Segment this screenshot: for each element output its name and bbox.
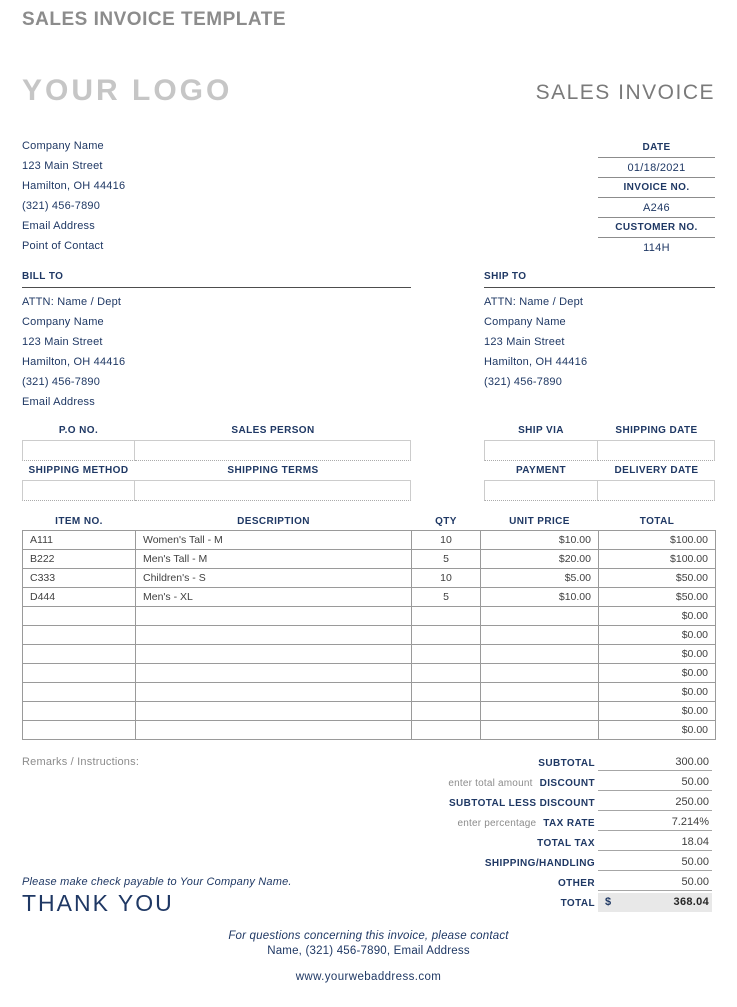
ship-via-field[interactable] [484,440,598,461]
totals-section [22,752,715,912]
bill-to-street: 123 Main Street [22,336,103,348]
total-cell: $50.00 [599,569,716,588]
table-row [23,550,716,569]
items-header-row [23,512,716,531]
table-row [23,569,716,588]
company-info [22,136,342,256]
unit-price-cell[interactable] [481,702,599,721]
invoice-no-value-row [598,198,715,218]
tax-rate-row [22,812,715,832]
website-link[interactable]: www.yourwebaddress.com [295,971,442,983]
total-cell: $0.00 [599,607,716,626]
payment-field[interactable] [484,480,598,501]
field-group-right-2 [484,480,715,501]
unit-price-cell: $10.00 [481,531,599,550]
description-cell: Men's Tall - M [136,550,412,569]
logo-placeholder: YOUR LOGO [22,74,233,107]
unit-price-cell: $10.00 [481,588,599,607]
ship-to-lines [484,292,715,392]
total-cell: $50.00 [599,588,716,607]
description-cell[interactable] [136,683,412,702]
remarks-label: Remarks / Instructions: [22,756,140,768]
date-label-row [598,138,715,158]
date-label: DATE [642,142,671,153]
unit-price-cell[interactable] [481,664,599,683]
po-no-label: P.O NO. [58,425,99,436]
subtotal-less-discount-label-wrap [22,793,595,811]
table-row [23,626,716,645]
field-group-right-1 [484,440,715,461]
unit-price-cell[interactable] [481,683,599,702]
qty-cell[interactable] [412,664,481,683]
company-city: Hamilton, OH 44416 [22,180,126,192]
footer-contact-line1: For questions concerning this invoice, please contact [228,930,509,942]
shipping-handling-value[interactable]: 50.00 [598,853,712,871]
qty-cell[interactable] [412,702,481,721]
shipping-terms-field[interactable] [135,480,411,501]
delivery-date-field[interactable] [598,480,715,501]
ship-to-heading: SHIP TO [484,271,715,288]
total-cell: $0.00 [599,645,716,664]
ship-to-city: Hamilton, OH 44416 [484,356,588,368]
subtotal-row [22,752,715,772]
qty-cell: 5 [412,550,481,569]
total-cell: $0.00 [599,664,716,683]
customer-no-label: CUSTOMER NO. [615,222,698,233]
delivery-date-label: DELIVERY DATE [614,465,699,476]
qty-cell[interactable] [412,721,481,740]
ship-to-section [484,271,715,392]
total-cell: $0.00 [599,683,716,702]
customer-no-label-row [598,218,715,238]
invoice-meta [598,138,715,257]
item-no-cell[interactable] [23,645,136,664]
thank-you-text: THANK YOU [22,890,174,916]
bill-to-phone: (321) 456-7890 [22,376,101,388]
bill-to-company: Company Name [22,316,104,328]
item-no-cell[interactable] [23,607,136,626]
date-value: 01/18/2021 [627,161,686,174]
bill-to-lines [22,292,411,412]
item-no-cell[interactable] [23,721,136,740]
bill-to-heading: BILL TO [22,271,411,288]
tax-rate-value[interactable]: 7.214% [598,813,712,831]
total-tax-label: TOTAL TAX [537,838,595,849]
payment-label: PAYMENT [515,465,567,476]
unit-price-cell[interactable] [481,626,599,645]
shipping-handling-label-wrap [22,853,595,871]
qty-cell: 10 [412,569,481,588]
item-no-cell[interactable] [23,626,136,645]
total-tax-value: 18.04 [598,833,712,851]
sales-person-label: SALES PERSON [231,425,315,436]
subtotal-value: 300.00 [598,753,712,771]
description-column-header: DESCRIPTION [237,515,310,527]
shipping-terms-label: SHIPPING TERMS [227,465,319,476]
table-row [23,702,716,721]
subtotal-less-discount-row [22,792,715,812]
subtotal-label-wrap [22,753,595,771]
subtotal-label: SUBTOTAL [538,758,595,769]
company-name: Company Name [22,140,104,152]
page-title: SALES INVOICE TEMPLATE [22,9,287,30]
discount-hint: enter total amount [448,778,533,789]
table-row [23,683,716,702]
table-row [23,588,716,607]
description-cell[interactable] [136,645,412,664]
shipping-date-field[interactable] [598,440,715,461]
sales-person-field[interactable] [135,440,411,461]
ship-to-company: Company Name [484,316,566,328]
company-street: 123 Main Street [22,160,103,172]
total-cell: $100.00 [599,531,716,550]
field-group-left-2 [22,480,411,501]
invoice-no-label-row [598,178,715,198]
po-no-field[interactable] [22,440,135,461]
currency-symbol: $ [605,896,612,908]
total-column-header: TOTAL [639,515,675,527]
unit-price-column-header: UNIT PRICE [509,515,570,527]
unit-price-cell[interactable] [481,645,599,664]
customer-no-value-row [598,238,715,257]
tax-rate-hint: enter percentage [457,818,537,829]
item-no-cell[interactable] [23,664,136,683]
document-title: SALES INVOICE [535,81,715,104]
total-cell: $100.00 [599,550,716,569]
ship-to-attn: ATTN: Name / Dept [484,296,584,308]
bill-to-email: Email Address [22,396,95,408]
table-row [23,664,716,683]
discount-row [22,772,715,792]
item-no-column-header: ITEM NO. [55,515,103,527]
shipping-method-label: SHIPPING METHOD [28,465,129,476]
customer-no-value: 114H [643,241,670,254]
qty-cell: 10 [412,531,481,550]
table-row [23,721,716,740]
unit-price-cell: $5.00 [481,569,599,588]
qty-cell[interactable] [412,683,481,702]
invoice-no-label: INVOICE NO. [623,182,690,193]
bill-to-section [22,271,411,412]
table-row [23,607,716,626]
item-no-cell: A111 [23,531,136,550]
item-no-cell[interactable] [23,683,136,702]
company-phone: (321) 456-7890 [22,200,101,212]
footer-contact-line2: Name, (321) 456-7890, Email Address [267,945,470,957]
total-cell: $0.00 [599,721,716,740]
discount-label-wrap [22,773,595,791]
check-payable-note: Please make check payable to Your Company Name. [22,876,292,888]
qty-cell: 5 [412,588,481,607]
description-cell[interactable] [136,626,412,645]
description-cell[interactable] [136,721,412,740]
bill-to-attn: ATTN: Name / Dept [22,296,122,308]
bill-to-city: Hamilton, OH 44416 [22,356,126,368]
items-table [22,512,716,740]
date-value-row [598,158,715,178]
grand-total-label: TOTAL [560,898,595,909]
shipping-method-field[interactable] [22,480,135,501]
ship-to-phone: (321) 456-7890 [484,376,563,388]
table-row [23,531,716,550]
description-cell[interactable] [136,702,412,721]
field-group-left-1 [22,440,411,461]
grand-total-box [598,893,712,912]
shipping-handling-row [22,852,715,872]
unit-price-cell[interactable] [481,607,599,626]
company-contact: Point of Contact [22,240,104,252]
qty-column-header: QTY [435,515,457,527]
subtotal-less-discount-label: SUBTOTAL LESS DISCOUNT [448,798,595,809]
discount-value[interactable]: 50.00 [598,773,712,791]
total-tax-row [22,832,715,852]
qty-cell[interactable] [412,626,481,645]
discount-label: DISCOUNT [539,778,595,789]
table-row [23,645,716,664]
qty-cell[interactable] [412,607,481,626]
description-cell[interactable] [136,607,412,626]
invoice-no-value: A246 [643,201,670,214]
description-cell[interactable] [136,664,412,683]
total-tax-label-wrap [22,833,595,851]
ship-via-label: SHIP VIA [518,425,564,436]
item-no-cell: D444 [23,588,136,607]
total-cell: $0.00 [599,626,716,645]
subtotal-less-discount-value: 250.00 [598,793,712,811]
company-email: Email Address [22,220,95,232]
unit-price-cell: $20.00 [481,550,599,569]
tax-rate-label-wrap [22,813,595,831]
item-no-cell: C333 [23,569,136,588]
unit-price-cell[interactable] [481,721,599,740]
item-no-cell[interactable] [23,702,136,721]
qty-cell[interactable] [412,645,481,664]
description-cell: Women's Tall - M [136,531,412,550]
shipping-handling-label: SHIPPING/HANDLING [484,858,595,869]
other-value[interactable]: 50.00 [598,873,712,891]
ship-to-street: 123 Main Street [484,336,565,348]
total-cell: $0.00 [599,702,716,721]
tax-rate-label: TAX RATE [543,818,595,829]
grand-total-value: 368.04 [673,896,709,908]
description-cell: Men's - XL [136,588,412,607]
other-label: OTHER [558,878,595,889]
footer [0,930,737,983]
description-cell: Children's - S [136,569,412,588]
shipping-date-label: SHIPPING DATE [615,425,698,436]
item-no-cell: B222 [23,550,136,569]
